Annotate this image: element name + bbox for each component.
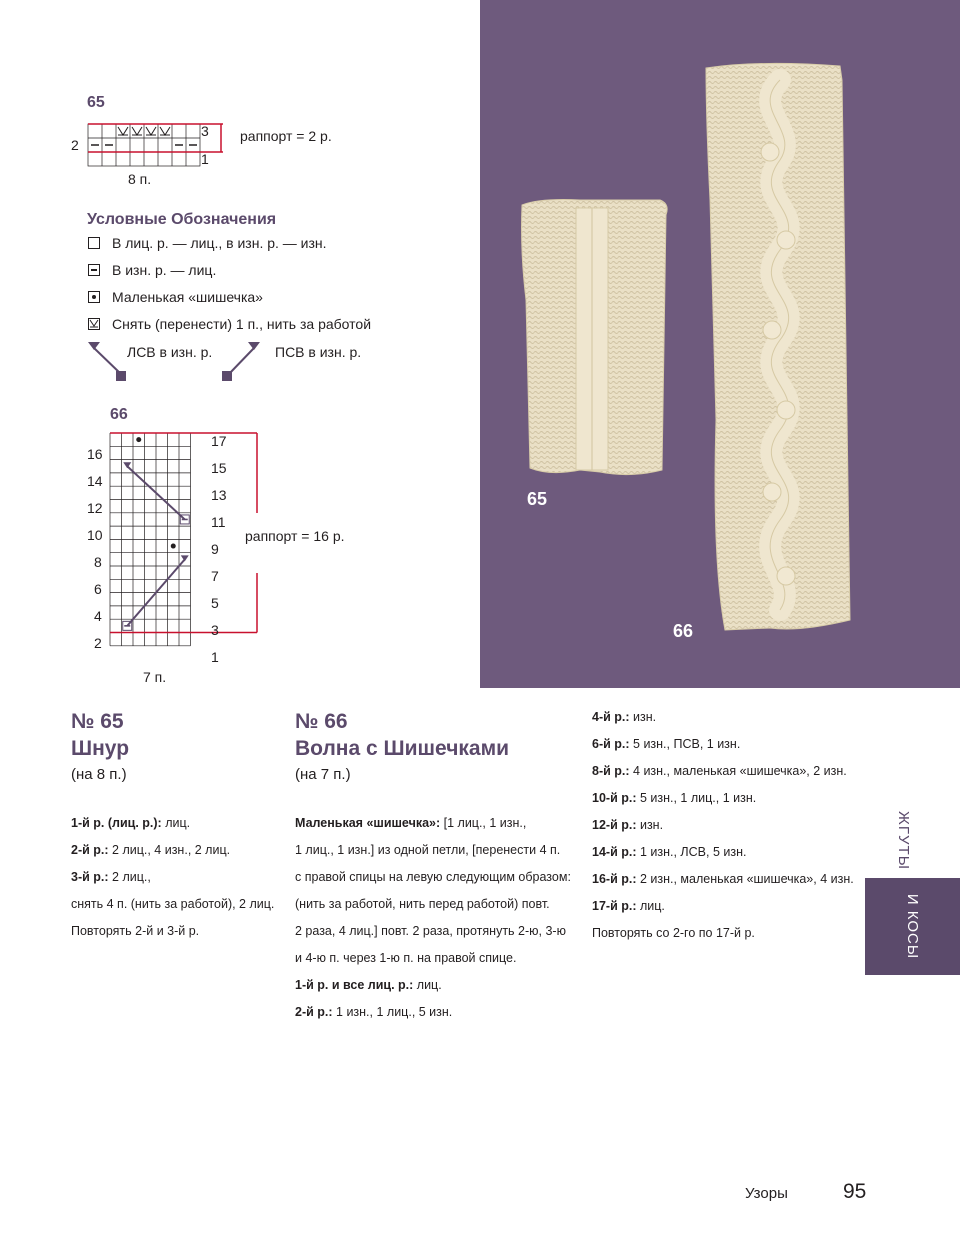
pattern-65-count: (на 8 п.) (71, 766, 127, 783)
instruction-row-label: 10-й р.: (592, 791, 637, 805)
chart-66-row-6: 6 (94, 581, 102, 597)
legend-item-knit: В лиц. р. — лиц., в изн. р. — изн. (88, 235, 327, 251)
legend-item-slip: Снять (перенести) 1 п., нить за работой (88, 316, 371, 332)
instruction-row-label: 17-й р.: (592, 899, 637, 913)
chart-65-label: 65 (87, 94, 105, 111)
cable-arrow (123, 462, 131, 468)
bobble-symbol-icon (88, 291, 100, 303)
chart-66-row-2: 2 (94, 635, 102, 651)
instruction-row-text: лиц. (161, 816, 191, 830)
pattern-65-rows (71, 810, 281, 945)
bobble-mark (136, 437, 141, 442)
instruction-row-text: 2 раза, 4 лиц.] повт. 2 раза, протянуть 2-ю, 3-ю (295, 924, 566, 938)
instruction-line (592, 704, 862, 731)
pattern-65-name: Шнур (71, 737, 130, 760)
photo-label-65: 65 (527, 489, 548, 509)
legend-item-bobble: Маленькая «шишечка» (88, 289, 263, 305)
slip-symbol-icon (88, 318, 100, 330)
chart-66-stitches: 7 п. (143, 669, 167, 685)
instruction-row-text: и 4-ю п. через 1-ю п. на правой спице. (295, 951, 517, 965)
page-number: 95 (843, 1180, 867, 1203)
knit-symbol-icon (88, 237, 100, 249)
instruction-row-text: 5 изн., 1 лиц., 1 изн. (636, 791, 757, 805)
chart-65-row-3: 3 (201, 123, 209, 139)
instruction-line (592, 731, 862, 758)
pattern-66-block (295, 708, 585, 1026)
instruction-row-text: изн. (636, 818, 664, 832)
knit-swatches-photo (480, 0, 960, 688)
instruction-row-text: снять 4 п. (нить за работой), 2 лиц. (71, 897, 275, 911)
instruction-row-text: 1 изн., ЛСВ, 5 изн. (636, 845, 747, 859)
chart-66-row-10: 10 (87, 527, 103, 543)
instruction-line (592, 758, 862, 785)
chart-66-label: 66 (110, 406, 128, 423)
instruction-line (592, 839, 862, 866)
instruction-row-text: лиц. (636, 899, 665, 913)
instruction-line (295, 864, 585, 891)
pcv-cable-icon (220, 342, 265, 384)
instruction-row-text: 2 изн., маленькая «шишечка», 4 изн. (636, 872, 854, 886)
instruction-row-label: 14-й р.: (592, 845, 637, 859)
chart-66-grid (105, 428, 265, 654)
instruction-row-label: 1-й р. (лиц. р.): (71, 816, 162, 830)
instruction-line (592, 812, 862, 839)
instruction-row-text: 1 изн., 1 лиц., 5 изн. (332, 1005, 453, 1019)
swatches-illustration (480, 0, 960, 688)
chart-66-row-13: 13 (211, 487, 227, 503)
instruction-row-label: 4-й р.: (592, 710, 630, 724)
side-label-top: ЖГУТЫ (894, 810, 912, 870)
instruction-row-label: 16-й р.: (592, 872, 637, 886)
photo-label-66: 66 (673, 621, 694, 641)
legend-title: Условные Обозначения (87, 211, 277, 228)
pattern-66-rows (295, 810, 585, 1026)
instruction-row-label: 1-й р. и все лиц. р.: (295, 978, 414, 992)
pattern-65-block (71, 708, 281, 945)
pattern-66-number: № 66 (295, 710, 348, 733)
chart-66-row-16: 16 (87, 446, 103, 462)
instruction-line (295, 810, 585, 837)
instruction-line (592, 893, 862, 920)
instruction-row-text: 5 изн., ПСВ, 1 изн. (629, 737, 741, 751)
chart-66-row-4: 4 (94, 608, 102, 624)
chart-66-row-17: 17 (211, 433, 227, 449)
instruction-line (592, 785, 862, 812)
chart-65-stitches: 8 п. (128, 171, 152, 187)
cable-arrow (181, 555, 189, 561)
legend-lcv: ЛСВ в изн. р. (127, 344, 213, 360)
bobble-mark (171, 544, 176, 549)
instruction-row-text: 1 лиц., 1 изн.] из одной петли, [перенести 4 п. (295, 843, 561, 857)
chart-66-row-1: 1 (211, 649, 219, 665)
chart-65-row-1: 1 (201, 151, 209, 167)
chart-66-row-15: 15 (211, 460, 227, 476)
instruction-line (295, 945, 585, 972)
chart-66-row-7: 7 (211, 568, 219, 584)
instruction-line (71, 864, 281, 891)
instruction-row-text: с правой спицы на левую следующим образом: (295, 870, 571, 884)
chart-66-row-9: 9 (211, 541, 219, 557)
instruction-line (295, 972, 585, 999)
instruction-row-text: [1 лиц., 1 изн., (440, 816, 527, 830)
chart-66-row-3: 3 (211, 622, 219, 638)
chart-65-row-left: 2 (71, 137, 79, 153)
pattern-66-name: Волна с Шишечками (295, 737, 510, 760)
instruction-row-text: Повторять со 2-го по 17-й р. (592, 926, 755, 940)
pattern-66-count: (на 7 п.) (295, 766, 351, 783)
instruction-line (71, 918, 281, 945)
chart-65-repeat: раппорт = 2 р. (240, 128, 332, 144)
instruction-line (71, 837, 281, 864)
side-tab: И КОСЫ (865, 878, 960, 975)
instruction-line (295, 999, 585, 1026)
instruction-line (592, 866, 862, 893)
instruction-row-label: 8-й р.: (592, 764, 630, 778)
instruction-row-label: 3-й р.: (71, 870, 109, 884)
chart-66-row-5: 5 (211, 595, 219, 611)
pattern-65-number: № 65 (71, 710, 124, 733)
instruction-line (71, 891, 281, 918)
instruction-line (295, 918, 585, 945)
instruction-row-text: (нить за работой, нить перед работой) повт. (295, 897, 550, 911)
instruction-row-label: 2-й р.: (295, 1005, 333, 1019)
chart-66-row-11: 11 (211, 514, 226, 530)
instruction-row-label: Маленькая «шишечка»: (295, 816, 441, 830)
instruction-row-text: лиц. (413, 978, 442, 992)
chart-66-row-8: 8 (94, 554, 102, 570)
footer-section: Узоры (745, 1185, 788, 1202)
instruction-line (71, 810, 281, 837)
instruction-line (295, 891, 585, 918)
purl-symbol-icon (88, 264, 100, 276)
instruction-row-text: 4 изн., маленькая «шишечка», 2 изн. (629, 764, 847, 778)
instruction-row-label: 12-й р.: (592, 818, 637, 832)
chart-66-row-12: 12 (87, 500, 103, 516)
instruction-row-text: Повторять 2-й и 3-й р. (71, 924, 200, 938)
chart-66-row-14: 14 (87, 473, 103, 489)
instruction-line (592, 920, 862, 947)
instruction-line (295, 837, 585, 864)
chart-66-repeat: раппорт = 16 р. (245, 528, 345, 544)
instruction-row-text: изн. (629, 710, 657, 724)
pattern-66-rows-continued (592, 704, 862, 947)
instruction-row-label: 2-й р.: (71, 843, 109, 857)
instruction-row-text: 2 лиц., 4 изн., 2 лиц. (108, 843, 231, 857)
legend-item-purl: В изн. р. — лиц. (88, 262, 216, 278)
instruction-row-text: 2 лиц., (108, 870, 151, 884)
legend-pcv: ПСВ в изн. р. (275, 344, 362, 360)
instruction-row-label: 6-й р.: (592, 737, 630, 751)
